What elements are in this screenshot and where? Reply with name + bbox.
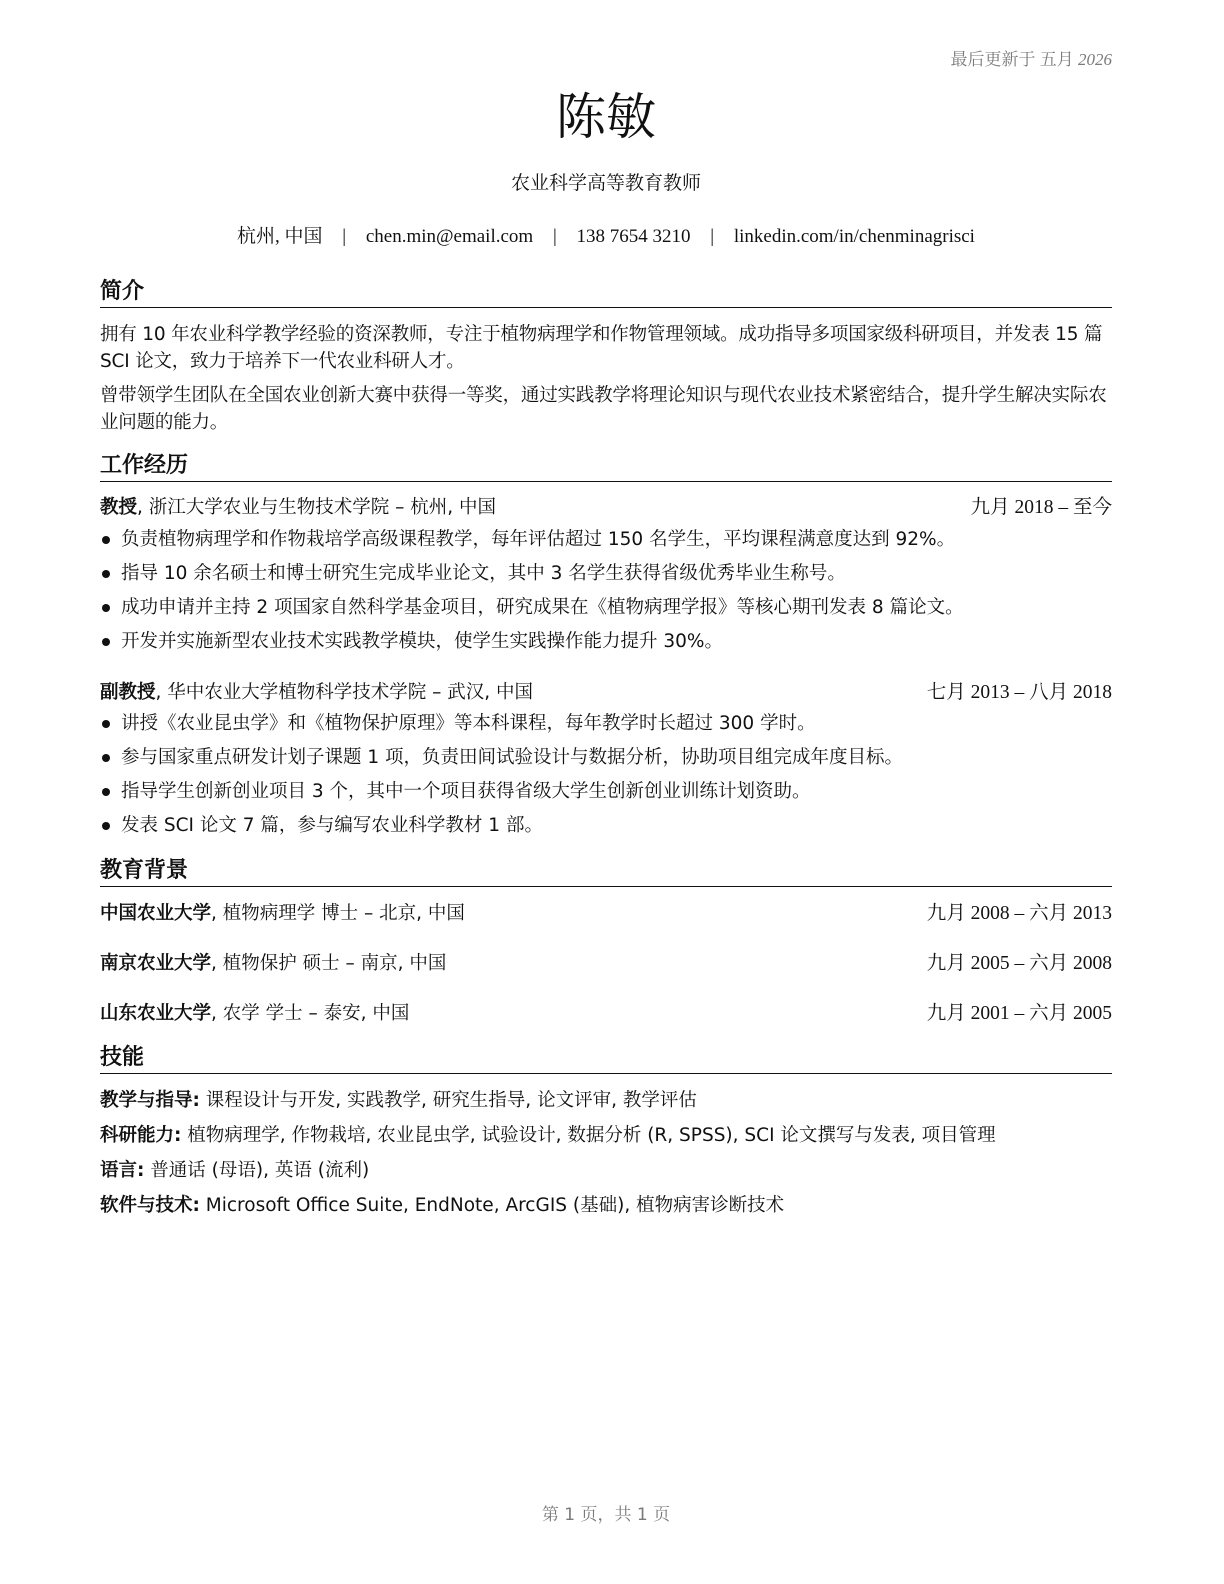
contact-separator: | xyxy=(342,226,347,247)
education-date: 九月 2001 – 六月 2005 xyxy=(926,1003,1112,1024)
bullet-text: 开发并实施新型农业技术实践教学模块，使学生实践操作能力提升 30%。 xyxy=(121,631,724,652)
bullet-icon xyxy=(102,536,110,544)
last-updated xyxy=(951,45,1113,70)
last-updated-prefix: 最后更新于 五月 xyxy=(950,50,1074,69)
candidate-name: 陈敏 xyxy=(556,88,656,146)
skill-line xyxy=(100,1123,1112,1149)
bullet-text: 参与国家重点研发计划子课题 1 项，负责田间试验设计与数据分析，协助项目组完成年度目标。 xyxy=(121,747,904,768)
resume-page xyxy=(100,0,1112,1584)
job-header xyxy=(100,495,1112,521)
skill-label: 语言: xyxy=(100,1160,145,1181)
job-date: 九月 2018 – 至今 xyxy=(970,497,1112,518)
list-item xyxy=(100,595,1112,621)
bullet-icon xyxy=(102,720,110,728)
skill-value: 普通话 (母语), 英语 (流利) xyxy=(144,1160,370,1181)
bullet-text: 成功申请并主持 2 项国家自然科学基金项目，研究成果在《植物病理学报》等核心期刊发表 8 篇论文。 xyxy=(121,597,964,618)
contact-location: 杭州, 中国 xyxy=(237,226,323,247)
headline: 农业科学高等教育教师 xyxy=(510,172,701,194)
job-title-line xyxy=(100,495,496,521)
bullet-text: 发表 SCI 论文 7 篇，参与编写农业科学教材 1 部。 xyxy=(121,815,543,836)
bullet-text: 指导学生创新创业项目 3 个，其中一个项目获得省级大学生创新创业训练计划资助。 xyxy=(121,781,811,802)
school-name: 南京农业大学 xyxy=(100,953,212,974)
job-title-line xyxy=(100,680,533,706)
skill-label: 软件与技术: xyxy=(100,1195,200,1216)
job-title: 副教授 xyxy=(100,682,156,703)
education-date: 九月 2005 – 六月 2008 xyxy=(926,953,1112,974)
section-title-skills: 技能 xyxy=(100,1044,1112,1074)
contact-line xyxy=(100,224,1112,250)
job-date: 七月 2013 – 八月 2018 xyxy=(926,682,1112,703)
contact-separator: | xyxy=(552,226,557,247)
bullet-icon xyxy=(102,822,110,830)
job-org: , 华中农业大学植物科学技术学院 – 武汉, 中国 xyxy=(155,682,534,703)
skill-value: 课程设计与开发, 实践教学, 研究生指导, 论文评审, 教学评估 xyxy=(199,1090,697,1111)
skill-line xyxy=(100,1158,1112,1184)
degree-detail: , 植物病理学 博士 – 北京, 中国 xyxy=(211,903,465,924)
contact-separator: | xyxy=(710,226,715,247)
job-bullets xyxy=(100,527,1112,663)
contact-email[interactable]: chen.min@email.com xyxy=(365,226,534,247)
bullet-icon xyxy=(102,638,110,646)
bullet-text: 负责植物病理学和作物栽培学高级课程教学，每年评估超过 150 名学生，平均课程满意度达到 92%。 xyxy=(121,529,956,550)
contact-phone: 138 7654 3210 xyxy=(576,226,691,247)
job-bullets xyxy=(100,711,1112,847)
list-item xyxy=(100,561,1112,587)
job-org: , 浙江大学农业与生物技术学院 – 杭州, 中国 xyxy=(137,497,497,518)
education-line xyxy=(100,901,465,927)
skill-label: 教学与指导: xyxy=(100,1090,200,1111)
bullet-icon xyxy=(102,570,110,578)
skill-line xyxy=(100,1088,1112,1114)
bullet-text: 指导 10 余名硕士和博士研究生完成毕业论文，其中 3 名学生获得省级优秀毕业生称号。 xyxy=(121,563,846,584)
contact-linkedin[interactable]: linkedin.com/in/chenminagrisci xyxy=(733,226,975,247)
education-entry xyxy=(100,1001,1112,1027)
list-item xyxy=(100,629,1112,655)
list-item xyxy=(100,527,1112,553)
list-item xyxy=(100,813,1112,839)
degree-detail: , 农学 学士 – 泰安, 中国 xyxy=(211,1003,410,1024)
page-footer: 第 1 页，共 1 页 xyxy=(541,1505,671,1525)
skill-label: 科研能力: xyxy=(100,1125,182,1146)
school-name: 山东农业大学 xyxy=(100,1003,212,1024)
bullet-icon xyxy=(102,788,110,796)
bullet-text: 讲授《农业昆虫学》和《植物保护原理》等本科课程，每年教学时长超过 300 学时。 xyxy=(121,713,816,734)
bullet-icon xyxy=(102,754,110,762)
education-line xyxy=(100,951,446,977)
degree-detail: , 植物保护 硕士 – 南京, 中国 xyxy=(211,953,447,974)
bullet-icon xyxy=(102,604,110,612)
education-entry xyxy=(100,951,1112,977)
education-date: 九月 2008 – 六月 2013 xyxy=(926,903,1112,924)
list-item xyxy=(100,745,1112,771)
skill-value: 植物病理学, 作物栽培, 农业昆虫学, 试验设计, 数据分析 (R, SPSS), SCI 论文撰写与发表, 项目管理 xyxy=(181,1125,996,1146)
school-name: 中国农业大学 xyxy=(100,903,212,924)
list-item xyxy=(100,779,1112,805)
education-line xyxy=(100,1001,409,1027)
section-title-education: 教育背景 xyxy=(100,857,1112,887)
summary-paragraph: 拥有 10 年农业科学教学经验的资深教师，专注于植物病理学和作物管理领域。成功指导多项国家级科研项目，并发表 15 篇 SCI 论文，致力于培养下一代农业科研人才。 xyxy=(100,324,1103,372)
summary-paragraph: 曾带领学生团队在全国农业创新大赛中获得一等奖，通过实践教学将理论知识与现代农业技术紧密结合，提升学生解决实际农业问题的能力。 xyxy=(100,385,1107,433)
section-title-summary: 简介 xyxy=(100,278,1112,308)
education-entry xyxy=(100,901,1112,927)
last-updated-year: 2026 xyxy=(1078,50,1112,69)
skill-value: Microsoft Office Suite, EndNote, ArcGIS (基础), 植物病害诊断技术 xyxy=(199,1195,785,1216)
job-header xyxy=(100,680,1112,706)
list-item xyxy=(100,711,1112,737)
job-title: 教授 xyxy=(100,497,138,518)
section-title-experience: 工作经历 xyxy=(100,452,1112,482)
skill-line xyxy=(100,1193,1112,1219)
